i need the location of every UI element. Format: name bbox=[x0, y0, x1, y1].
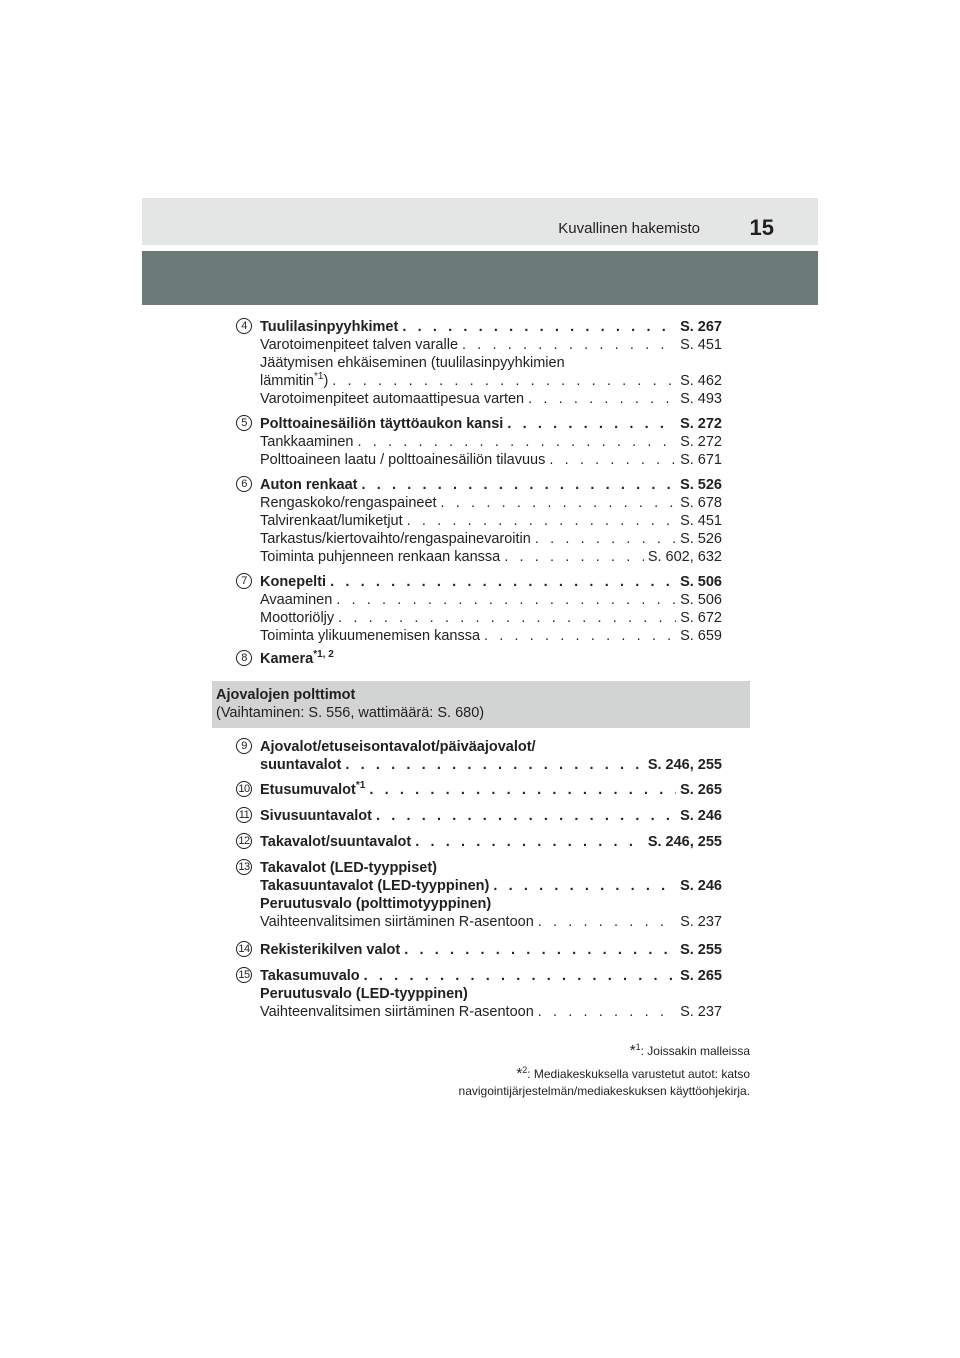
dot-leader bbox=[330, 573, 676, 591]
footnote: navigointijärjestelmän/mediakeskuksen käyttöohjekirja. bbox=[458, 1084, 750, 1098]
index-entry bbox=[260, 781, 722, 799]
entry-label: Polttoainesäiliön täyttöaukon kansi bbox=[260, 416, 504, 432]
index-entry bbox=[260, 650, 722, 668]
page-reference-link[interactable]: S. 506 bbox=[680, 574, 722, 590]
dot-leader bbox=[376, 807, 676, 825]
index-entry bbox=[260, 336, 722, 354]
entry-label: Tankkaaminen bbox=[260, 434, 354, 450]
footnote-ref: *1 bbox=[313, 371, 324, 382]
callout-number-icon: 11 bbox=[236, 807, 252, 823]
index-entry bbox=[260, 913, 722, 931]
entry-label: Auton renkaat bbox=[260, 477, 358, 493]
callout-number-icon: 4 bbox=[236, 318, 252, 334]
index-entry bbox=[260, 833, 722, 851]
page-reference-link[interactable]: S. 451 bbox=[680, 513, 722, 529]
callout-number-icon: 5 bbox=[236, 415, 252, 431]
index-entry bbox=[260, 1003, 722, 1021]
callout-number-icon: 9 bbox=[236, 738, 252, 754]
bulb-box-subtitle: (Vaihtaminen: S. 556, wattimäärä: S. 680) bbox=[216, 705, 485, 721]
entry-label: Peruutusvalo (polttimotyyppinen) bbox=[260, 896, 492, 912]
dot-leader bbox=[369, 781, 676, 799]
entry-label: Kamera$^{*1, 2}$ bbox=[260, 649, 334, 667]
callout-number-icon: 14 bbox=[236, 941, 252, 957]
index-entry bbox=[260, 895, 722, 913]
page-reference-link[interactable]: S. 265 bbox=[680, 968, 722, 984]
entry-label: Vaihteenvalitsimen siirtäminen R-asentoon bbox=[260, 914, 534, 930]
index-entry bbox=[260, 354, 722, 372]
page-reference-link[interactable]: S. 265 bbox=[680, 782, 722, 798]
entry-label: Varotoimenpiteet talven varalle bbox=[260, 337, 459, 353]
callout-number-icon: 15 bbox=[236, 967, 252, 983]
page-reference-link[interactable]: S. 246 bbox=[680, 878, 722, 894]
entry-label: Tarkastus/kiertovaihto/rengaspainevaroitin bbox=[260, 531, 531, 547]
index-entry bbox=[260, 627, 722, 645]
page-reference-link[interactable]: S. 678 bbox=[680, 495, 722, 511]
index-entry bbox=[260, 738, 722, 756]
entry-label: Ajovalot/etuseisontavalot/päiväajovalot/ bbox=[260, 739, 536, 755]
index-entry bbox=[260, 494, 722, 512]
page-reference-link[interactable]: S. 246 bbox=[680, 808, 722, 824]
entry-label: Sivusuuntavalot bbox=[260, 808, 372, 824]
page-reference-link[interactable]: S. 246, 255 bbox=[647, 757, 722, 773]
index-entry bbox=[260, 609, 722, 627]
index-entry bbox=[260, 877, 722, 895]
dot-leader bbox=[493, 877, 676, 895]
index-entry bbox=[260, 390, 722, 408]
index-entry bbox=[260, 807, 722, 825]
footnote: *$^1$: Joissakin malleissa bbox=[629, 1042, 750, 1059]
dot-leader bbox=[364, 967, 676, 985]
entry-label: Varotoimenpiteet automaattipesua varten bbox=[260, 391, 525, 407]
callout-number-icon: 10 bbox=[236, 781, 252, 797]
entry-label: Takavalot/suuntavalot bbox=[260, 834, 412, 850]
dot-leader bbox=[362, 476, 677, 494]
dot-leader bbox=[332, 372, 676, 390]
index-entry bbox=[260, 530, 722, 548]
page-reference-link[interactable]: S. 671 bbox=[680, 452, 722, 468]
index-entry bbox=[260, 941, 722, 959]
entry-label: Toiminta ylikuumenemisen kanssa bbox=[260, 628, 481, 644]
dot-leader bbox=[407, 512, 676, 530]
footnote: *$^2$: Mediakeskuksella varustetut autot: katso bbox=[516, 1065, 750, 1082]
index-entry bbox=[260, 591, 722, 609]
entry-label: Takasumuvalo bbox=[260, 968, 360, 984]
page-reference-link[interactable]: S. 246, 255 bbox=[647, 834, 722, 850]
dot-leader bbox=[538, 1003, 676, 1021]
entry-label: Vaihteenvalitsimen siirtäminen R-asentoon bbox=[260, 1004, 534, 1020]
page-reference-link[interactable]: S. 462 bbox=[680, 373, 722, 389]
callout-number-icon: 12 bbox=[236, 833, 252, 849]
bulb-info-box bbox=[212, 681, 750, 728]
index-entry bbox=[260, 859, 722, 877]
callout-number-icon: 8 bbox=[236, 650, 252, 666]
entry-label: Etusumuvalot$^{*1}$ bbox=[260, 780, 366, 798]
dot-leader bbox=[358, 433, 677, 451]
dot-leader bbox=[484, 627, 676, 645]
entry-label: Tuulilasinpyyhkimet bbox=[260, 319, 399, 335]
dot-leader bbox=[462, 336, 676, 354]
index-entry bbox=[260, 415, 722, 433]
dot-leader bbox=[549, 451, 676, 469]
entry-label: Avaaminen bbox=[260, 592, 333, 608]
dot-leader bbox=[336, 591, 676, 609]
page-reference-link[interactable]: S. 672 bbox=[680, 610, 722, 626]
index-entry bbox=[260, 318, 722, 336]
page-reference-link[interactable]: S. 526 bbox=[680, 477, 722, 493]
entry-label: lämmitin$^{*1}$) bbox=[260, 371, 329, 389]
index-entry bbox=[260, 573, 722, 591]
callout-number-icon: 6 bbox=[236, 476, 252, 492]
page-reference-link[interactable]: S. 272 bbox=[680, 416, 722, 432]
index-entry bbox=[260, 548, 722, 566]
page-reference-link[interactable]: S. 526 bbox=[680, 531, 722, 547]
callout-number-icon: 13 bbox=[236, 859, 252, 875]
index-entry bbox=[260, 756, 722, 774]
page-reference-link[interactable]: S. 255 bbox=[680, 942, 722, 958]
entry-label: Polttoaineen laatu / polttoainesäiliön tilavuus bbox=[260, 452, 546, 468]
page-reference-link[interactable]: S. 267 bbox=[680, 319, 722, 335]
dot-leader bbox=[538, 913, 676, 931]
entry-label: Peruutusvalo (LED-tyyppinen) bbox=[260, 986, 468, 1002]
index-entry bbox=[260, 512, 722, 530]
page-reference-link[interactable]: S. 237 bbox=[680, 914, 722, 930]
page-number: 15 bbox=[749, 215, 774, 240]
dot-leader bbox=[504, 548, 644, 566]
entry-label: Moottoriöljy bbox=[260, 610, 335, 626]
page-reference-link[interactable]: S. 493 bbox=[680, 391, 722, 407]
page-reference-link[interactable]: S. 451 bbox=[680, 337, 722, 353]
dot-leader bbox=[402, 318, 676, 336]
entry-label: Talvirenkaat/lumiketjut bbox=[260, 513, 403, 529]
index-entry bbox=[260, 985, 722, 1003]
entry-label: Takavalot (LED-tyyppiset) bbox=[260, 860, 437, 876]
page-reference-link[interactable]: S. 272 bbox=[680, 434, 722, 450]
dot-leader bbox=[338, 609, 676, 627]
entry-label: Jäätymisen ehkäiseminen (tuulilasinpyyhkimien bbox=[260, 355, 565, 371]
page-reference-link[interactable]: S. 506 bbox=[680, 592, 722, 608]
entry-label: Takasuuntavalot (LED-tyyppinen) bbox=[260, 878, 490, 894]
bulb-box-title: Ajovalojen polttimot bbox=[216, 687, 356, 703]
entry-label: suuntavalot bbox=[260, 757, 342, 773]
dot-leader bbox=[441, 494, 677, 512]
entry-label: Rengaskoko/rengaspaineet bbox=[260, 495, 437, 511]
index-entry bbox=[260, 476, 722, 494]
entry-label: Konepelti bbox=[260, 574, 327, 590]
index-entry bbox=[260, 433, 722, 451]
page-reference-link[interactable]: S. 237 bbox=[680, 1004, 722, 1020]
callout-number-icon: 7 bbox=[236, 573, 252, 589]
dot-leader bbox=[535, 530, 676, 548]
dot-leader bbox=[345, 756, 643, 774]
dot-leader bbox=[415, 833, 644, 851]
entry-label: Rekisterikilven valot bbox=[260, 942, 401, 958]
dot-leader bbox=[404, 941, 676, 959]
footnote-ref: *1, 2 bbox=[313, 649, 334, 660]
index-entry bbox=[260, 451, 722, 469]
dot-leader bbox=[507, 415, 676, 433]
dot-leader bbox=[528, 390, 676, 408]
index-entry bbox=[260, 967, 722, 985]
index-entry bbox=[260, 372, 722, 390]
page-reference-link[interactable]: S. 602, 632 bbox=[647, 549, 722, 565]
footnote-ref: *1 bbox=[355, 780, 366, 791]
page-reference-link[interactable]: S. 659 bbox=[680, 628, 722, 644]
section-title: Kuvallinen hakemisto bbox=[558, 220, 700, 237]
entry-label: Toiminta puhjenneen renkaan kanssa bbox=[260, 549, 501, 565]
